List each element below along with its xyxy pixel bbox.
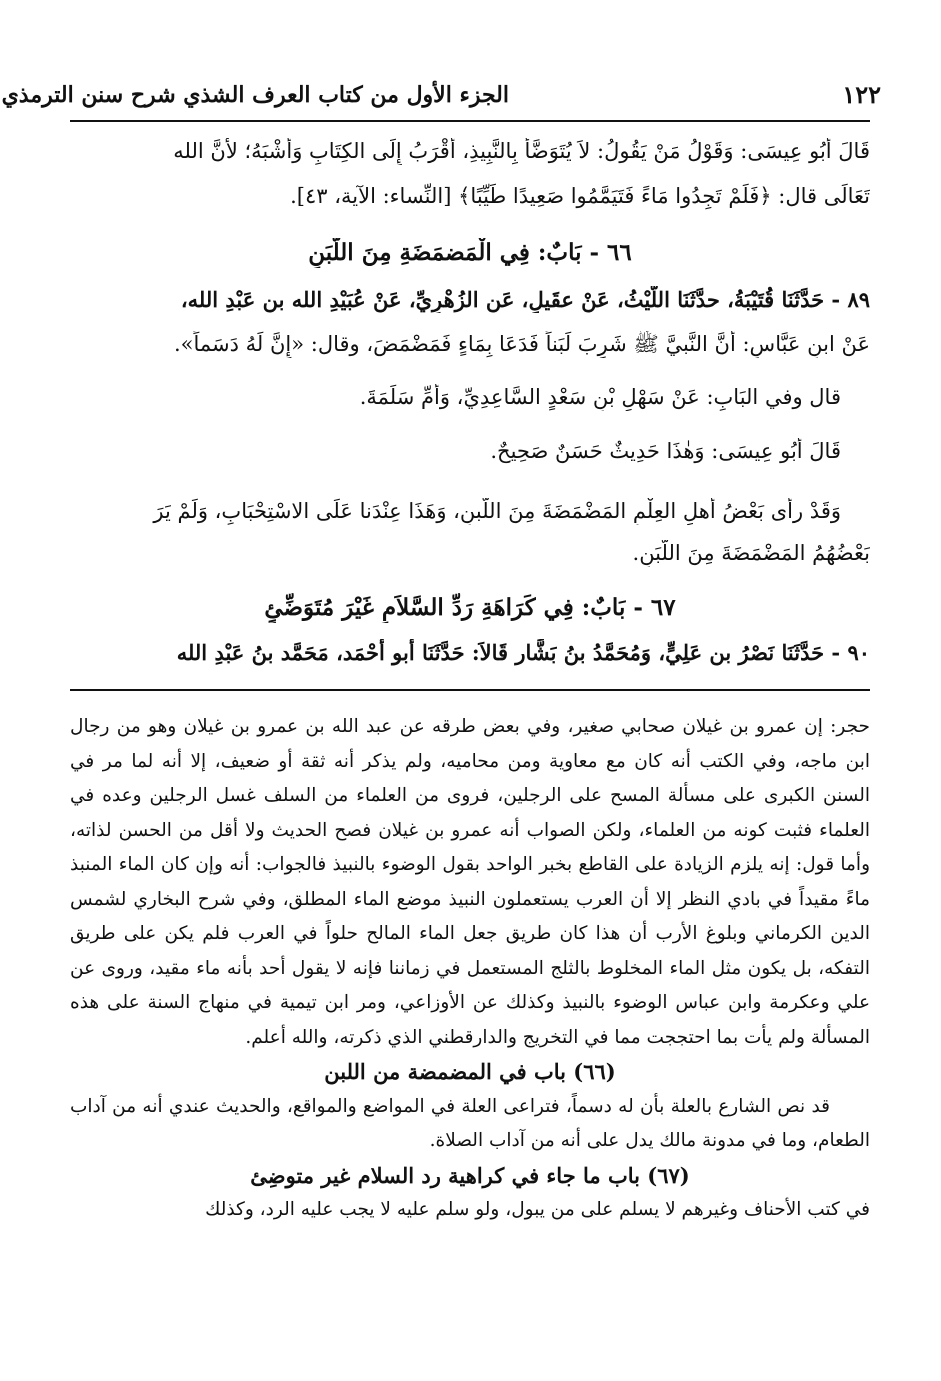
- main-text-line: بَعْضُهُمُ المَضْمَضَةَ مِنَ اللَّبَنِ.: [632, 541, 870, 565]
- commentary-heading-67: (٦٧) باب ما جاء في كراهية رد السلام غير متوضِئ: [250, 1162, 690, 1188]
- hadith-89-line: ٨٩ - حَدَّثَنَا قُتَيْبَةُ، حدَّثَنَا اللَّيْثُ، عَنْ عقَيلٍ، عَنِ الزُهْرِيِّ، عَنْ عُبَيْدِ الله بن عَبْدِ الله،: [180, 287, 870, 312]
- main-text-line: قَالَ أَبُو عِيسَى: وَهٰذَا حَدِيثٌ حَسَنٌ صَحِيحٌ.: [490, 439, 841, 463]
- hadith-89-line: عَنْ ابنِ عَبَّاسٍ: أَنَّ النَّبيَّ ﷺ شَرِبَ لَبَناً فَدَعَا بِمَاءٍ فَمَضْمَضَ، وقال: «إِنَّ لَهُ دَسَماً».: [173, 332, 870, 356]
- commentary-section: [70, 710, 870, 1228]
- header-rule: [70, 120, 870, 122]
- chapter-heading-66: ٦٦ - بَابٌ: فِي الْمَضمَضَةِ مِنَ اللَّبَنِ: [308, 239, 632, 266]
- running-header-title: الجزء الأول من كتاب العرف الشذي شرح سنن الترمذي: [1, 82, 509, 108]
- main-text-line: تَعَالَى قال: ﴿فَلَمْ تَجِدُوا مَاءً فَتَيَمَّمُوا صَعِيدًا طَيِّبًا﴾ [النِّساء: الآية، ٤٣].: [290, 184, 870, 208]
- chapter-heading-67: ٦٧ - بَابٌ: فِي كَرَاهَةِ رَدِّ السَّلاَمِ غَيْرَ مُتَوَضِّئٍ: [264, 594, 676, 621]
- commentary-paragraph: حجر: إن عمرو بن غيلان صحابي صغير، وفي بعض طرقه عن عبد الله بن عمرو بن غيلان وهو من رجال ابن ماجه، وفي الكتب أنه كان مع معاوية ومن محاميه، ولم يذكر أنه ثقة أو ضعيف، إلا أنه لما مر في السنن الكبرى على مسألة المسح على الرجلين، فروى من العلماء من السلف غسل الرجلين وعده في العلماء فثبت كونه من العلماء، ولكن الصواب أنه عمرو بن غيلان فصح الحديث ولا أقل من الحسن لذاته، وأما قول: إنه يلزم الزيادة على القاطع بخبر الواحد بقول الوضوء بالنبيذ فالجواب: أنه وإن كان الماء المنبذ ماءً مقيداً في بادي النظر إلا أن العرب يستعملون النبيذ موضع الماء المطلق، وفي شرح البخاري لشمس الدين الكرماني وبلوغ الأرب أن هذا كان طريق جعل الماء المالح حلواً في العرب فلم يكن على طريق التفكه، بل يكون مثل الماء المخلوط بالثلج المستعمل في زماننا فإنه لا يقول أحد بأنه ماء مقيد، وروى عن علي وعكرمة وابن عباس الوضوء بالنبيذ وكذلك عن الأوزاعي، ومر ابن تيمية في منهاج السنة على هذه المسألة ولم يأت بما احتججت مما في التخريج والدارقطني الذي ذكرته، والله أعلم.: [70, 716, 870, 1048]
- main-text-line: وَقَدْ رأى بَعْضُ أَهلِ العِلْمِ المَضْمَضَةَ مِنَ اللَّبنِ، وَهَذَا عِنْدَنا عَلَى الاسْتِحْبَابِ، وَلَمْ يَرَ: [153, 499, 841, 523]
- page-number: ١٢٢: [842, 80, 881, 109]
- hadith-90-line: ٩٠ - حَدَّثَنَا نَصْرُ بن عَلِيٍّ، وَمُحَمَّدُ بنُ بَشَّار قَالاَ: حَدَّثَنَا أبو أَحْمَد، مَحَمَّد بنُ عَبْدِ الله: [176, 640, 870, 665]
- main-text-line: قَالَ أَبُو عِيسَى: وَقَوْلُ مَنْ يَقُولُ: لاَ يُتَوَضَّأُ بِالنَّبِيذِ، أَقْرَبُ إِلَى الكِتَابِ وَأَشْبَهُ؛ لأَنَّ الله: [173, 139, 870, 163]
- commentary-heading-66: (٦٦) باب في المضمضة من اللبن: [324, 1059, 616, 1084]
- main-text-line: قال وفي البَابِ: عَنْ سَهْلِ بْنِ سَعْدٍ السَّاعِدِيِّ، وَأُمِّ سَلَمَةَ.: [359, 385, 841, 409]
- commentary-paragraph: في كتب الأحناف وغيرهم لا يسلم على من يبول، ولو سلم عليه لا يجب عليه الرد، وكذلك: [205, 1199, 870, 1220]
- commentary-paragraph: قد نص الشارع بالعلة بأن له دسماً، فتراعى العلة في المواضع والمواقع، والحديث عندي أنه من آداب الطعام، وما في مدونة مالك يدل على أنه من آداب الصلاة.: [70, 1095, 870, 1151]
- footnote-separator: [70, 689, 870, 691]
